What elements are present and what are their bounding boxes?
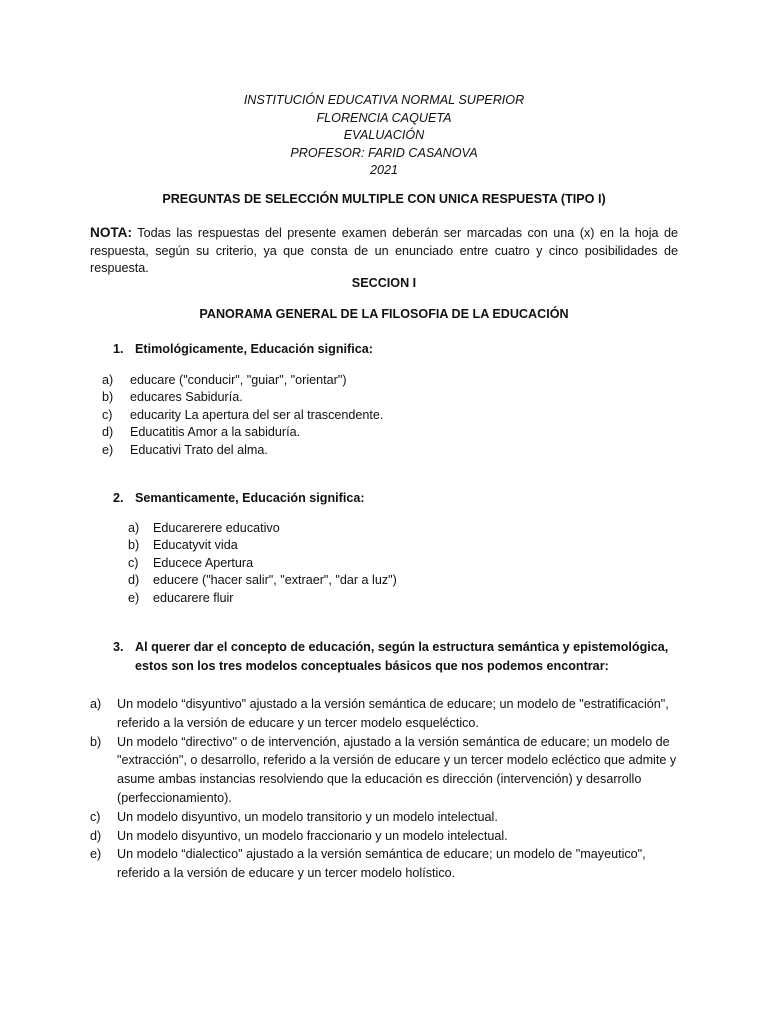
instructions-note	[90, 224, 678, 278]
option-2b	[128, 537, 668, 554]
option-3b	[90, 733, 680, 808]
option-text: Un modelo “dialectico" ajustado a la versión semántica de educare; un modelo de "mayeutico", referido a la versión de educare y un tercer modelo holístico.	[117, 847, 646, 881]
option-1c	[102, 407, 662, 424]
option-1e	[102, 442, 662, 459]
question-3	[113, 638, 678, 676]
option-3a	[90, 695, 680, 733]
note-label: NOTA:	[90, 225, 133, 240]
question-1	[113, 340, 673, 358]
question-number: 2.	[113, 491, 124, 505]
section-title: PANORAMA GENERAL DE LA FILOSOFIA DE LA EDUCACIÓN	[199, 307, 569, 321]
option-letter: e)	[128, 590, 140, 605]
option-text: educarere fluir	[153, 590, 234, 605]
option-letter: c)	[102, 407, 113, 422]
option-text: Educece Apertura	[153, 555, 254, 570]
option-text: Un modelo “disyuntivo" ajustado a la versión semántica de educare; un modelo de "estratificación", referido a la versión de educare y un tercer modelo esqueléctico.	[117, 697, 669, 730]
option-letter: a)	[128, 521, 140, 535]
option-1b	[102, 389, 662, 406]
option-text: educere ("hacer salir", "extraer", "dar a luz")	[153, 573, 397, 588]
header-document-type: EVALUACIÓN	[343, 128, 425, 142]
option-1a	[102, 372, 662, 389]
option-3c	[90, 808, 680, 827]
option-text: educares Sabiduría.	[130, 390, 243, 405]
header-institution: INSTITUCIÓN EDUCATIVA NORMAL SUPERIOR	[243, 93, 525, 107]
document-header	[0, 92, 768, 180]
option-1d	[102, 424, 662, 441]
option-2d	[128, 572, 668, 589]
note-text: Todas las respuestas del presente examen deberán ser marcadas con una (x) en la hoja de respuesta, según su criterio, ya que consta de un enunciado entre cuatro y cinco posibilidades de respuesta.	[90, 226, 678, 275]
document-title: PREGUNTAS DE SELECCIÓN MULTIPLE CON UNICA RESPUESTA (TIPO I)	[162, 192, 606, 206]
header-city: FLORENCIA CAQUETA	[316, 110, 452, 125]
option-text: Educatitis Amor a la sabiduría.	[130, 425, 301, 440]
option-letter: d)	[90, 828, 102, 843]
option-2a	[128, 520, 668, 537]
option-3d	[90, 827, 680, 846]
option-letter: b)	[102, 390, 114, 405]
header-teacher: PROFESOR: FARID CASANOVA	[290, 145, 478, 160]
option-letter: b)	[90, 734, 102, 749]
option-2c	[128, 555, 668, 572]
option-letter: b)	[128, 538, 140, 553]
question-number: 1.	[113, 342, 124, 356]
question-text: Etimológicamente, Educación significa:	[135, 342, 373, 356]
option-2e	[128, 590, 668, 607]
option-text: Educarerere educativo	[153, 521, 280, 535]
header-year: 2021	[369, 163, 399, 177]
option-letter: a)	[102, 373, 114, 387]
question-text: Semanticamente, Educación significa:	[135, 491, 365, 505]
question-text: Al querer dar el concepto de educación, según la estructura semántica y epistemológica, estos son los tres modelos conceptuales básicos que nos podemos encontrar:	[135, 640, 669, 673]
option-letter: d)	[102, 425, 114, 440]
option-letter: c)	[90, 809, 101, 824]
question-2	[113, 489, 673, 507]
option-text: Educatyvit vida	[153, 538, 238, 553]
option-letter: a)	[90, 697, 102, 711]
option-letter: e)	[90, 847, 102, 862]
option-text: Un modelo disyuntivo, un modelo transitorio y un modelo intelectual.	[117, 809, 498, 824]
option-text: educare ("conducir", "guiar", "orientar")	[130, 373, 347, 387]
option-text: Un modelo disyuntivo, un modelo fraccionario y un modelo intelectual.	[117, 828, 508, 843]
option-letter: e)	[102, 442, 114, 457]
option-text: educarity La apertura del ser al trascendente.	[130, 407, 384, 422]
option-3e	[90, 845, 680, 883]
option-text: Un modelo “directivo" o de intervención, ajustado a la versión semántica de educare; un modelo de "extracción", o desarrollo, referido a la versión de educare y un tercer modelo ecléctico que admite y asume ambas instancias resolviendo que la educación es dirección (intervención) y desarrollo (perfeccionamiento).	[117, 734, 677, 805]
option-letter: d)	[128, 573, 140, 588]
question-2-options	[128, 520, 668, 607]
question-1-options	[102, 372, 662, 459]
option-text: Educativi Trato del alma.	[130, 442, 268, 457]
section-label: SECCION I	[351, 276, 417, 290]
option-letter: c)	[128, 555, 139, 570]
question-3-options	[90, 695, 680, 883]
question-number: 3.	[113, 640, 124, 654]
